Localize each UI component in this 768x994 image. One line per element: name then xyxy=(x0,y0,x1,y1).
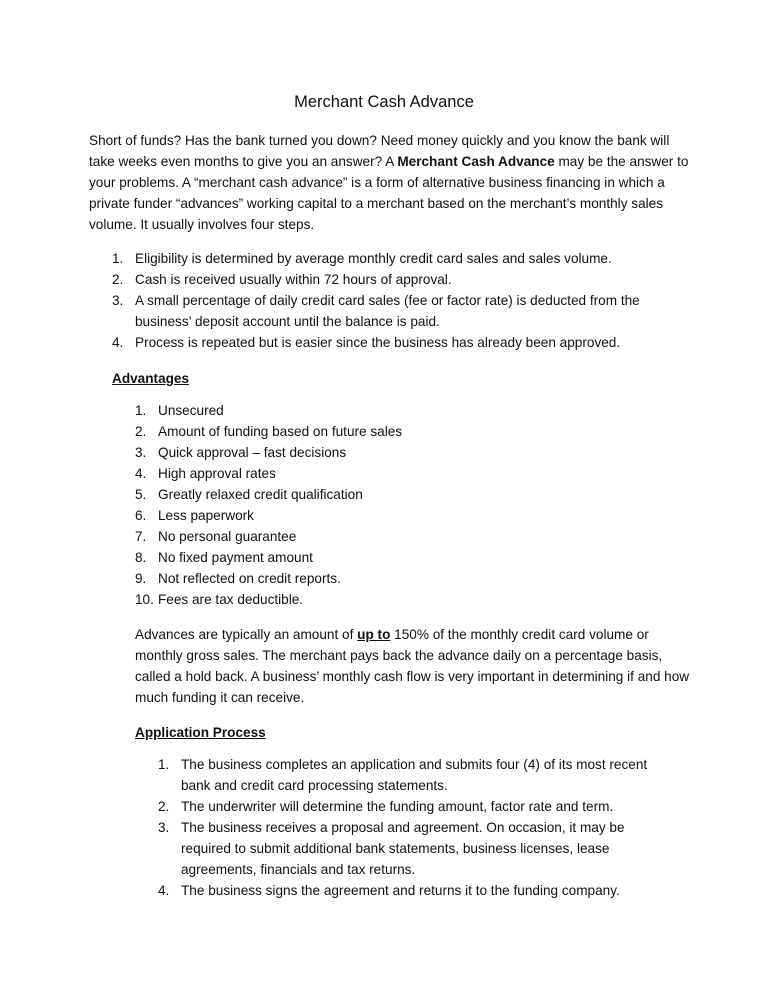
application-text: The underwriter will determine the funding amount, factor rate and term. xyxy=(181,799,614,814)
advantage-number: 6. xyxy=(135,508,147,523)
advances-paragraph xyxy=(135,624,695,708)
intro-text-part2: may be the answer to your problems. A “merchant cash advance” is a form of alternative business financing in which a private funder “advances” working capital to a merchant based on the merchant’s monthly sales volume. It usually involves four steps. xyxy=(89,154,689,232)
application-number: 3. xyxy=(158,820,170,835)
advantage-text: Not reflected on credit reports. xyxy=(158,571,341,586)
application-item xyxy=(158,817,678,880)
step-text: Process is repeated but is easier since the business has already been approved. xyxy=(135,335,621,350)
application-item xyxy=(158,796,678,817)
advantage-text: Quick approval – fast decisions xyxy=(158,445,347,460)
intro-bold-term: Merchant Cash Advance xyxy=(397,154,555,169)
advantage-text: High approval rates xyxy=(158,466,276,481)
advantage-number: 10. xyxy=(135,592,154,607)
intro-text-part1: Short of funds? Has the bank turned you down? Need money quickly and you know the bank will take weeks even months to give you an answer? A xyxy=(89,133,670,169)
advantage-number: 5. xyxy=(135,487,147,502)
steps-list xyxy=(112,248,672,353)
step-item xyxy=(112,332,672,353)
intro-paragraph xyxy=(89,130,689,235)
advantage-text: Unsecured xyxy=(158,403,224,418)
application-text: The business completes an application and submits four (4) of its most recent bank and credit card processing statements. xyxy=(181,757,648,793)
advantages-list xyxy=(135,400,535,610)
advantage-number: 7. xyxy=(135,529,147,544)
advantage-number: 3. xyxy=(135,445,147,460)
document-title: Merchant Cash Advance xyxy=(294,93,474,111)
application-text: The business signs the agreement and returns it to the funding company. xyxy=(181,883,620,898)
advantage-number: 8. xyxy=(135,550,147,565)
application-number: 4. xyxy=(158,883,170,898)
application-text: The business receives a proposal and agreement. On occasion, it may be required to submit additional bank statements, business licenses, lease agreements, financials and tax returns. xyxy=(181,820,625,877)
advantage-number: 4. xyxy=(135,466,147,481)
application-item xyxy=(158,880,678,901)
application-heading: Application Process xyxy=(135,725,266,740)
step-number: 2. xyxy=(112,272,124,287)
advantage-number: 2. xyxy=(135,424,147,439)
advantage-item xyxy=(135,442,535,463)
step-item xyxy=(112,269,672,290)
advantage-item xyxy=(135,484,535,505)
advantage-item xyxy=(135,421,535,442)
application-list xyxy=(158,754,678,901)
step-text: A small percentage of daily credit card sales (fee or factor rate) is deducted from the business’ deposit account until the balance is paid. xyxy=(135,293,640,329)
application-item xyxy=(158,754,678,796)
step-number: 3. xyxy=(112,293,124,308)
advances-text-part1: Advances are typically an amount of xyxy=(135,627,358,642)
application-number: 1. xyxy=(158,757,170,772)
advantage-text: Greatly relaxed credit qualification xyxy=(158,487,363,502)
advantage-item xyxy=(135,547,535,568)
advantage-text: Amount of funding based on future sales xyxy=(158,424,403,439)
advantage-number: 9. xyxy=(135,571,147,586)
advantage-item xyxy=(135,505,535,526)
advantage-item xyxy=(135,589,535,610)
advantage-item xyxy=(135,526,535,547)
advances-emphasis: up to xyxy=(357,627,391,642)
advantage-item xyxy=(135,568,535,589)
step-number: 1. xyxy=(112,251,124,266)
advantage-number: 1. xyxy=(135,403,147,418)
advantage-item xyxy=(135,400,535,421)
advantage-text: Less paperwork xyxy=(158,508,254,523)
step-text: Cash is received usually within 72 hours of approval. xyxy=(135,272,452,287)
advantage-text: No personal guarantee xyxy=(158,529,297,544)
step-text: Eligibility is determined by average monthly credit card sales and sales volume. xyxy=(135,251,612,266)
advantage-text: No fixed payment amount xyxy=(158,550,313,565)
advantages-heading: Advantages xyxy=(112,371,190,386)
step-item xyxy=(112,248,672,269)
advantage-text: Fees are tax deductible. xyxy=(158,592,304,607)
step-number: 4. xyxy=(112,335,124,350)
advantage-item xyxy=(135,463,535,484)
advances-text-part2: 150% of the monthly credit card volume or monthly gross sales. The merchant pays back the advance daily on a percentage basis, called a hold back. A business’ monthly cash flow is very important in determining if and how much funding it can receive. xyxy=(135,627,690,705)
application-number: 2. xyxy=(158,799,170,814)
step-item xyxy=(112,290,672,332)
